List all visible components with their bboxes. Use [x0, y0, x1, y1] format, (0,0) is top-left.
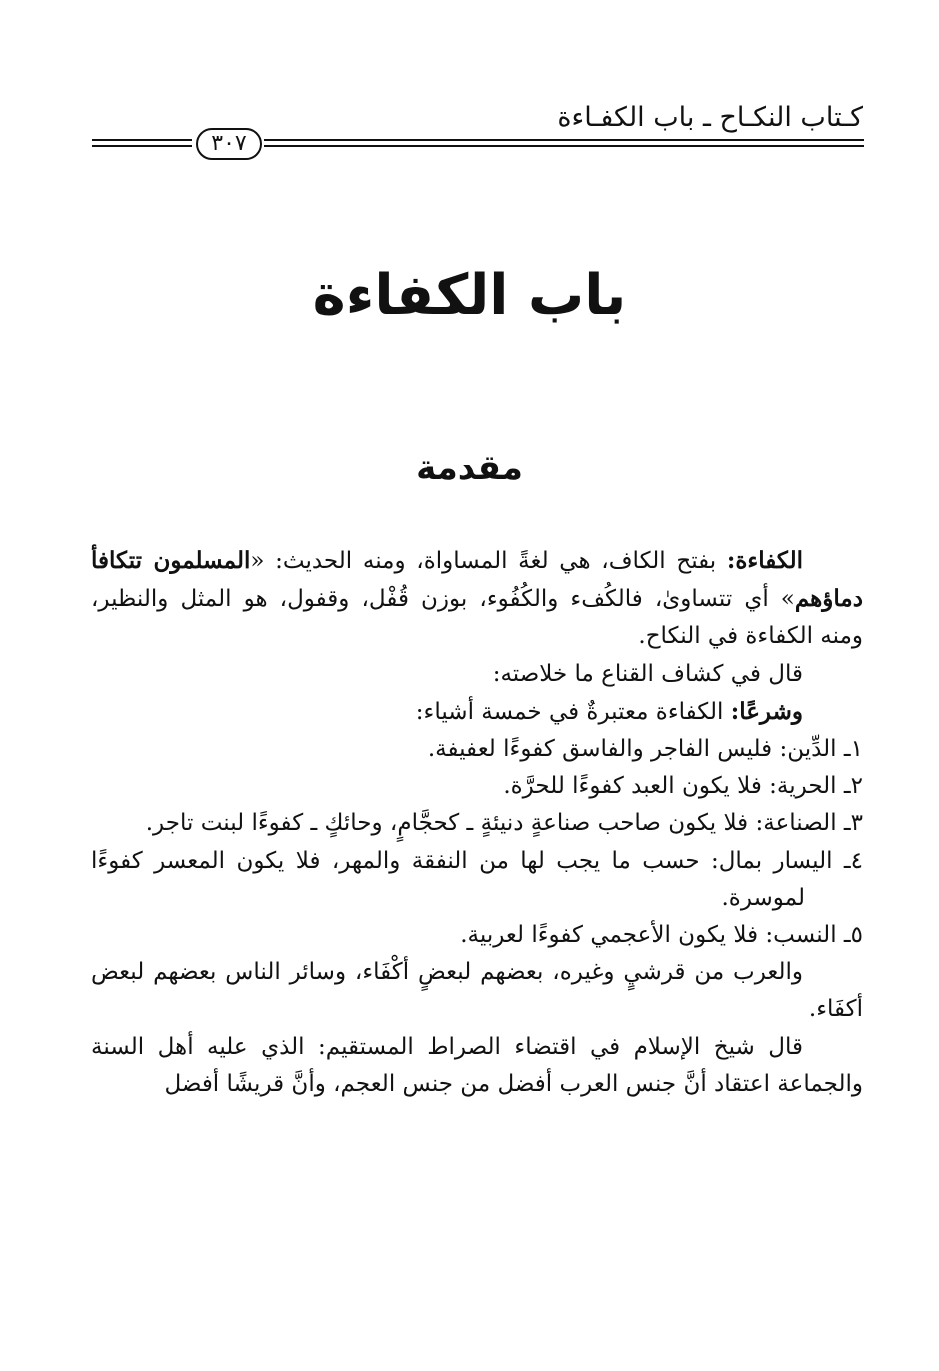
paragraph-shar-definition: وشرعًا: الكفاءة معتبرةٌ في خمسة أشياء: [415, 697, 803, 725]
header-rule [92, 128, 864, 160]
list-item-2: ٢ـ الحرية: فلا يكون العبد كفوءًا للحرَّة. [503, 773, 863, 800]
paragraph-ibn-taymiyyah: قال شيخ الإسلام في اقتضاء الصراط المستقيم: الذي عليه أهل السنة والجماعة اعتقاد أنَّ جنس العرب أفضل من جنس العجم، وأنَّ قريشًا أفضل [91, 1033, 863, 1097]
list-item-1: ١ـ الدِّين: فليس الفاجر والفاسق كفوءًا لعفيفة. [427, 736, 863, 763]
list-item-3: ٣ـ الصناعة: فلا يكون صاحب صناعةٍ دنيئةٍ ـ كحجَّامٍ، وحائكٍ ـ كفوءًا لبنت تاجر. [145, 810, 863, 837]
term-kafaah: الكفاءة: [726, 547, 803, 574]
header-rule-left [92, 139, 192, 147]
term-shar: وشرعًا: [730, 697, 803, 725]
body-text [91, 542, 863, 1103]
list-item-4: ٤ـ اليسار بمال: حسب ما يجب لها من النفقة والمهر، فلا يكون المعسر كفوءًا لموسرة. [91, 847, 863, 911]
running-header: كـتاب النكـاح ـ باب الكفـاءة [557, 102, 863, 133]
paragraph-arabs: والعرب من قرشيٍ وغيره، بعضهم لبعضٍ أكْفَاء، وسائر الناس بعضهم لبعض أكفَاء. [91, 959, 863, 1023]
header-rule-right [264, 139, 864, 147]
section-heading: مقدمة [416, 448, 523, 488]
paragraph-quote-intro: قال في كشاف القناع ما خلاصته: [492, 660, 803, 687]
list-item-5: ٥ـ النسب: فلا يكون الأعجمي كفوءًا لعربية. [460, 922, 863, 949]
page-number: ٣٠٧ [196, 128, 262, 160]
chapter-title: باب الكفاءة [312, 263, 627, 328]
hadith-text: المسلمون تتكافأ دماؤهم [91, 547, 863, 613]
paragraph-definition: الكفاءة: بفتح الكاف، هي لغةً المساواة، ومنه الحديث: «المسلمون تتكافأ دماؤهم» أي تتساوىٰ، فالكُفء والكُفُوء، بوزن قُفْل، وقفول، هو المثل والنظير، ومنه الكفاءة في النكاح. [91, 547, 863, 650]
